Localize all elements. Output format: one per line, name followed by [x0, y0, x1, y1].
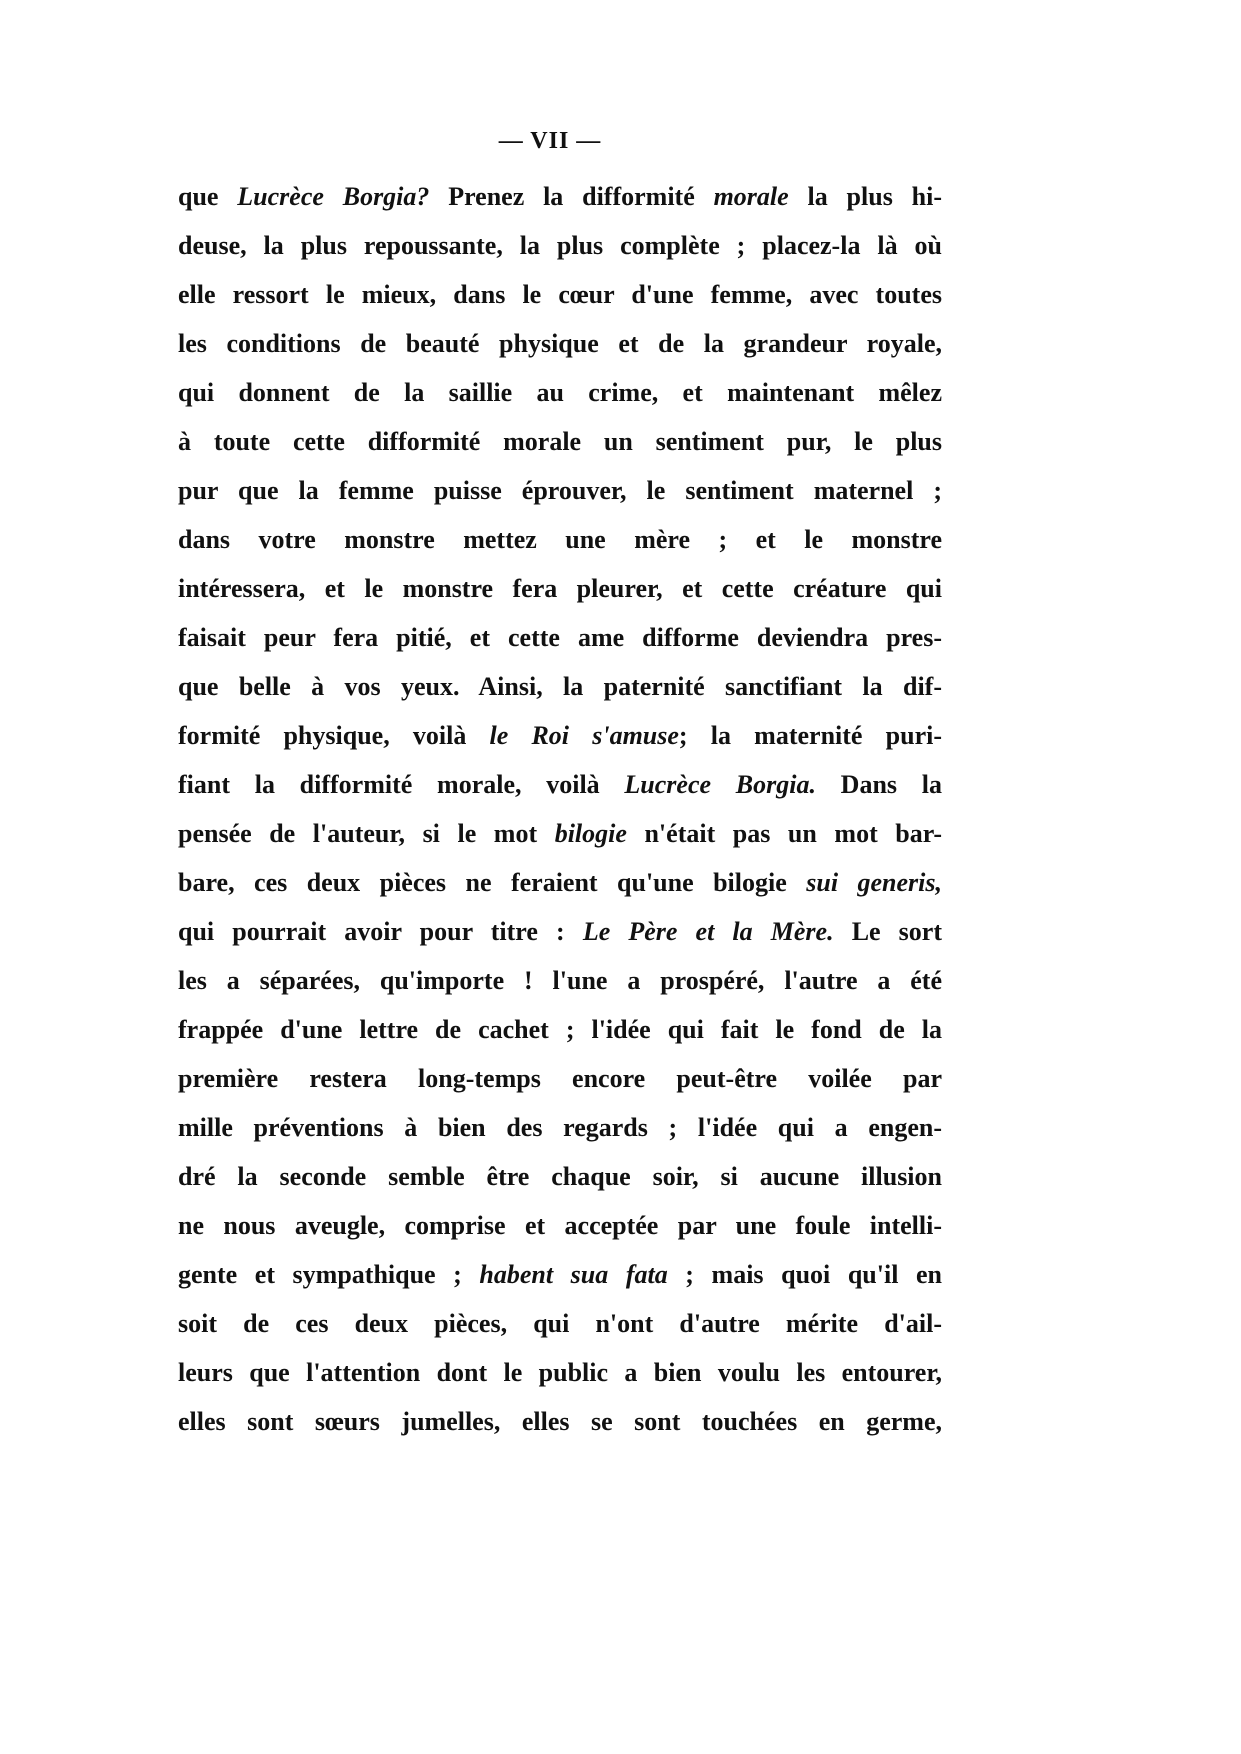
text-line [178, 368, 942, 417]
page-body-text [178, 172, 942, 1446]
text-line [178, 907, 942, 956]
text-line [178, 662, 942, 711]
text-line [178, 172, 942, 221]
text-segment: formité physique, voilà [178, 721, 490, 750]
text-line [178, 1348, 942, 1397]
italic-text: Le Père et la Mère. [582, 917, 834, 946]
text-segment: ne nous aveugle, comprise et acceptée par une foule intelli- [178, 1211, 942, 1240]
text-segment: ; la maternité puri- [678, 721, 942, 750]
text-line [178, 1397, 942, 1446]
text-segment: ; mais quoi qu'il en [667, 1260, 942, 1289]
italic-text: habent sua fata [479, 1260, 668, 1289]
text-segment: que [178, 182, 238, 211]
text-segment: faisait peur fera pitié, et cette ame difforme deviendra pres- [178, 623, 942, 652]
text-segment: gente et sympathique ; [178, 1260, 480, 1289]
text-segment: fiant la difformité morale, voilà [178, 770, 625, 799]
italic-text: le Roi s'amuse [489, 721, 679, 750]
text-segment: deuse, la plus repoussante, la plus complète ; placez-la là où [178, 231, 942, 260]
text-segment: mille préventions à bien des regards ; l'idée qui a engen- [178, 1113, 942, 1142]
italic-text: sui generis, [806, 868, 942, 897]
text-line [178, 1250, 942, 1299]
italic-text: bilogie [554, 819, 627, 848]
text-line [178, 1054, 942, 1103]
text-segment: les conditions de beauté physique et de la grandeur royale, [178, 329, 942, 358]
text-segment: intéressera, et le monstre fera pleurer, et cette créature qui [178, 574, 942, 603]
text-segment: qui donnent de la saillie au crime, et maintenant mêlez [178, 378, 942, 407]
text-line [178, 858, 942, 907]
text-segment: Le sort [833, 917, 942, 946]
text-line [178, 221, 942, 270]
text-segment: dré la seconde semble être chaque soir, si aucune illusion [178, 1162, 942, 1191]
text-segment: bare, ces deux pièces ne feraient qu'une bilogie [178, 868, 807, 897]
text-segment: Dans la [815, 770, 942, 799]
text-segment: Prenez la difformité [429, 182, 714, 211]
italic-text: morale [713, 182, 789, 211]
text-line [178, 417, 942, 466]
text-line [178, 564, 942, 613]
text-line [178, 760, 942, 809]
text-line [178, 1152, 942, 1201]
text-line [178, 319, 942, 368]
italic-text: Lucrèce Borgia? [237, 182, 430, 211]
text-segment: dans votre monstre mettez une mère ; et le monstre [178, 525, 942, 554]
text-segment: la plus hi- [788, 182, 942, 211]
text-line [178, 809, 942, 858]
text-line [178, 1299, 942, 1348]
page-number: — VII — [498, 128, 602, 154]
text-segment: première restera long-temps encore peut-être voilée par [178, 1064, 942, 1093]
text-line [178, 956, 942, 1005]
text-segment: soit de ces deux pièces, qui n'ont d'autre mérite d'ail- [178, 1309, 942, 1338]
text-line [178, 466, 942, 515]
text-segment: pur que la femme puisse éprouver, le sentiment maternel ; [178, 476, 942, 505]
italic-text: Lucrèce Borgia. [624, 770, 816, 799]
text-line [178, 711, 942, 760]
text-segment: elles sont sœurs jumelles, elles se sont touchées en germe, [178, 1407, 942, 1436]
text-line [178, 1005, 942, 1054]
text-segment: leurs que l'attention dont le public a bien voulu les entourer, [178, 1358, 942, 1387]
text-segment: frappée d'une lettre de cachet ; l'idée qui fait le fond de la [178, 1015, 942, 1044]
text-segment: n'était pas un mot bar- [626, 819, 942, 848]
text-segment: que belle à vos yeux. Ainsi, la paternité sanctifiant la dif- [178, 672, 942, 701]
text-line [178, 1103, 942, 1152]
text-line [178, 613, 942, 662]
text-segment: pensée de l'auteur, si le mot [178, 819, 555, 848]
text-segment: qui pourrait avoir pour titre : [178, 917, 583, 946]
text-line [178, 270, 942, 319]
text-segment: à toute cette difformité morale un sentiment pur, le plus [178, 427, 942, 456]
text-segment: les a séparées, qu'importe ! l'une a prospéré, l'autre a été [178, 966, 942, 995]
text-line [178, 1201, 942, 1250]
text-line [178, 515, 942, 564]
text-segment: elle ressort le mieux, dans le cœur d'une femme, avec toutes [178, 280, 942, 309]
